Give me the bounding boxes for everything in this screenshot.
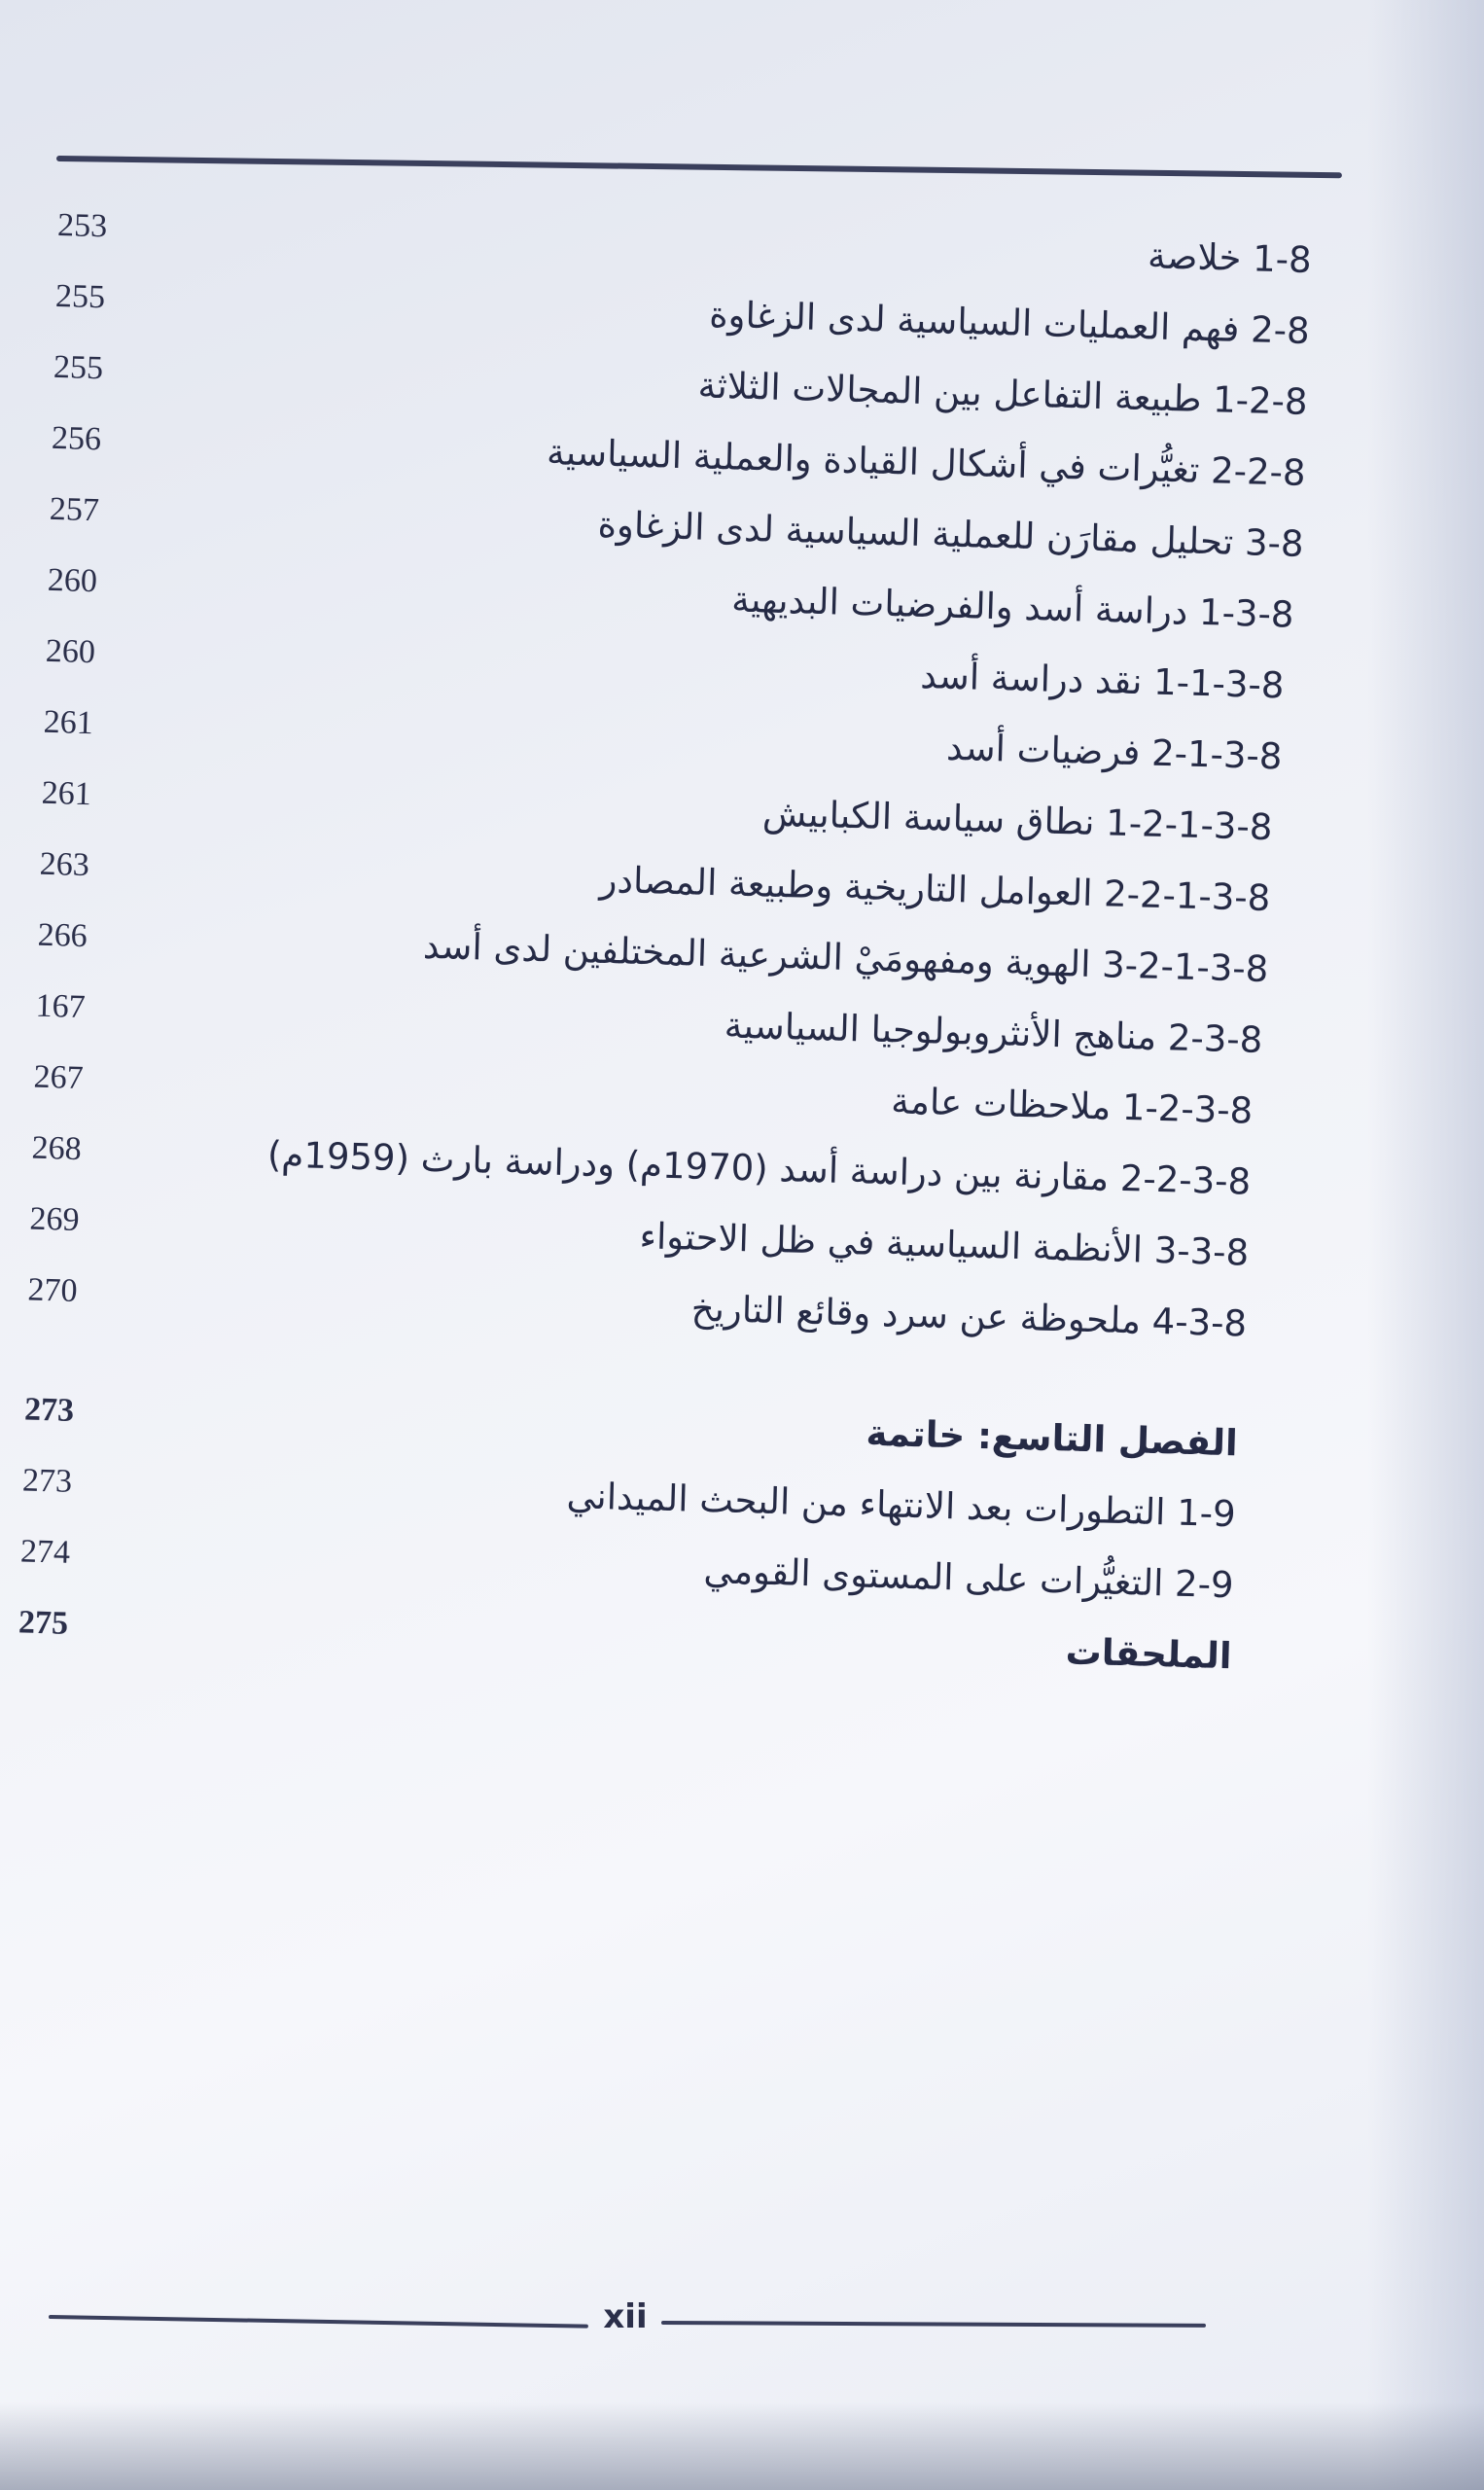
table-of-contents [18,195,1313,1678]
toc-entry: 1-8 خلاصة [1147,234,1313,281]
toc-entry: 1-9 التطورات بعد الانتهاء من البحث الميداني [566,1475,1237,1536]
toc-page-number: 273 [21,1462,73,1500]
footer-rule-left [49,2315,588,2329]
footer-page-number: xii [603,2297,648,2336]
page-edge-shadow [1367,0,1484,2490]
toc-page-number: 266 [37,916,88,955]
toc-entry: 2-1-3-8 فرضيات أسد [945,726,1283,778]
toc-page-number: 267 [33,1058,85,1097]
toc-entry: 3-8 تحليل مقارَن للعملية السياسية لدى الزغاوة [597,503,1305,565]
toc-entry: 3-2-1-3-8 الهوية ومفهومَيْ الشرعية المختلفين لدى أسد [422,924,1269,991]
toc-page-number: 274 [19,1533,71,1571]
toc-page-number: 275 [18,1604,69,1642]
toc-entry: 1-2-8 طبيعة التفاعل بين المجالات الثلاثة [697,364,1309,423]
page-bottom-shadow [0,2402,1484,2490]
toc-page-number: 261 [41,774,92,813]
toc-page-number: 260 [47,561,98,600]
toc-page-number: 167 [35,987,87,1026]
toc-entry: 2-8 فهم العمليات السياسية لدى الزغاوة [708,293,1311,352]
toc-page-number: 255 [54,277,106,316]
toc-page-number: 256 [51,419,102,458]
chapter-heading: الفصل التاسع: خاتمة [865,1411,1239,1465]
toc-page-number: 257 [49,490,100,529]
appendices-heading: الملحقات [1065,1630,1233,1678]
toc-page-number: 268 [31,1129,83,1168]
toc-entry: 2-2-8 تغيُّرات في أشكال القيادة والعملية السياسية [546,431,1307,494]
toc-page-number: 270 [27,1271,79,1309]
toc-page-number: 269 [29,1200,81,1239]
toc-entry: 2-2-1-3-8 العوامل التاريخية وطبيعة المصادر [599,858,1271,920]
toc-entry: 1-1-3-8 نقد دراسة أسد [919,654,1285,707]
toc-entry: 1-3-8 دراسة أسد والفرضيات البديهية [730,578,1295,636]
toc-entry: 2-3-8 مناهج الأنثروبولوجيا السياسية [724,1004,1263,1061]
toc-entry: 2-2-3-8 مقارنة بين دراسة أسد (1970م) ودراسة بارث (1959م) [266,1133,1252,1203]
toc-entry: 1-2-1-3-8 نطاق سياسة الكبابيش [761,792,1273,849]
toc-page-number: 260 [45,632,96,671]
toc-entry: 4-3-8 ملحوظة عن سرد وقائع التاريخ [690,1287,1248,1345]
toc-page-number: 255 [53,348,104,387]
toc-page-number: 261 [43,703,94,742]
toc-entry: 3-3-8 الأنظمة السياسية في ظل الاحتواء [639,1215,1250,1274]
header-rule [56,156,1342,178]
toc-page-number: 253 [56,206,108,245]
toc-page-number: 273 [23,1391,75,1429]
toc-page-number: 263 [39,845,90,884]
toc-entry: 2-9 التغيُّرات على المستوى القومي [703,1549,1235,1607]
toc-entry: 1-2-3-8 ملاحظات عامة [890,1080,1254,1132]
footer-rule-right [661,2321,1206,2328]
